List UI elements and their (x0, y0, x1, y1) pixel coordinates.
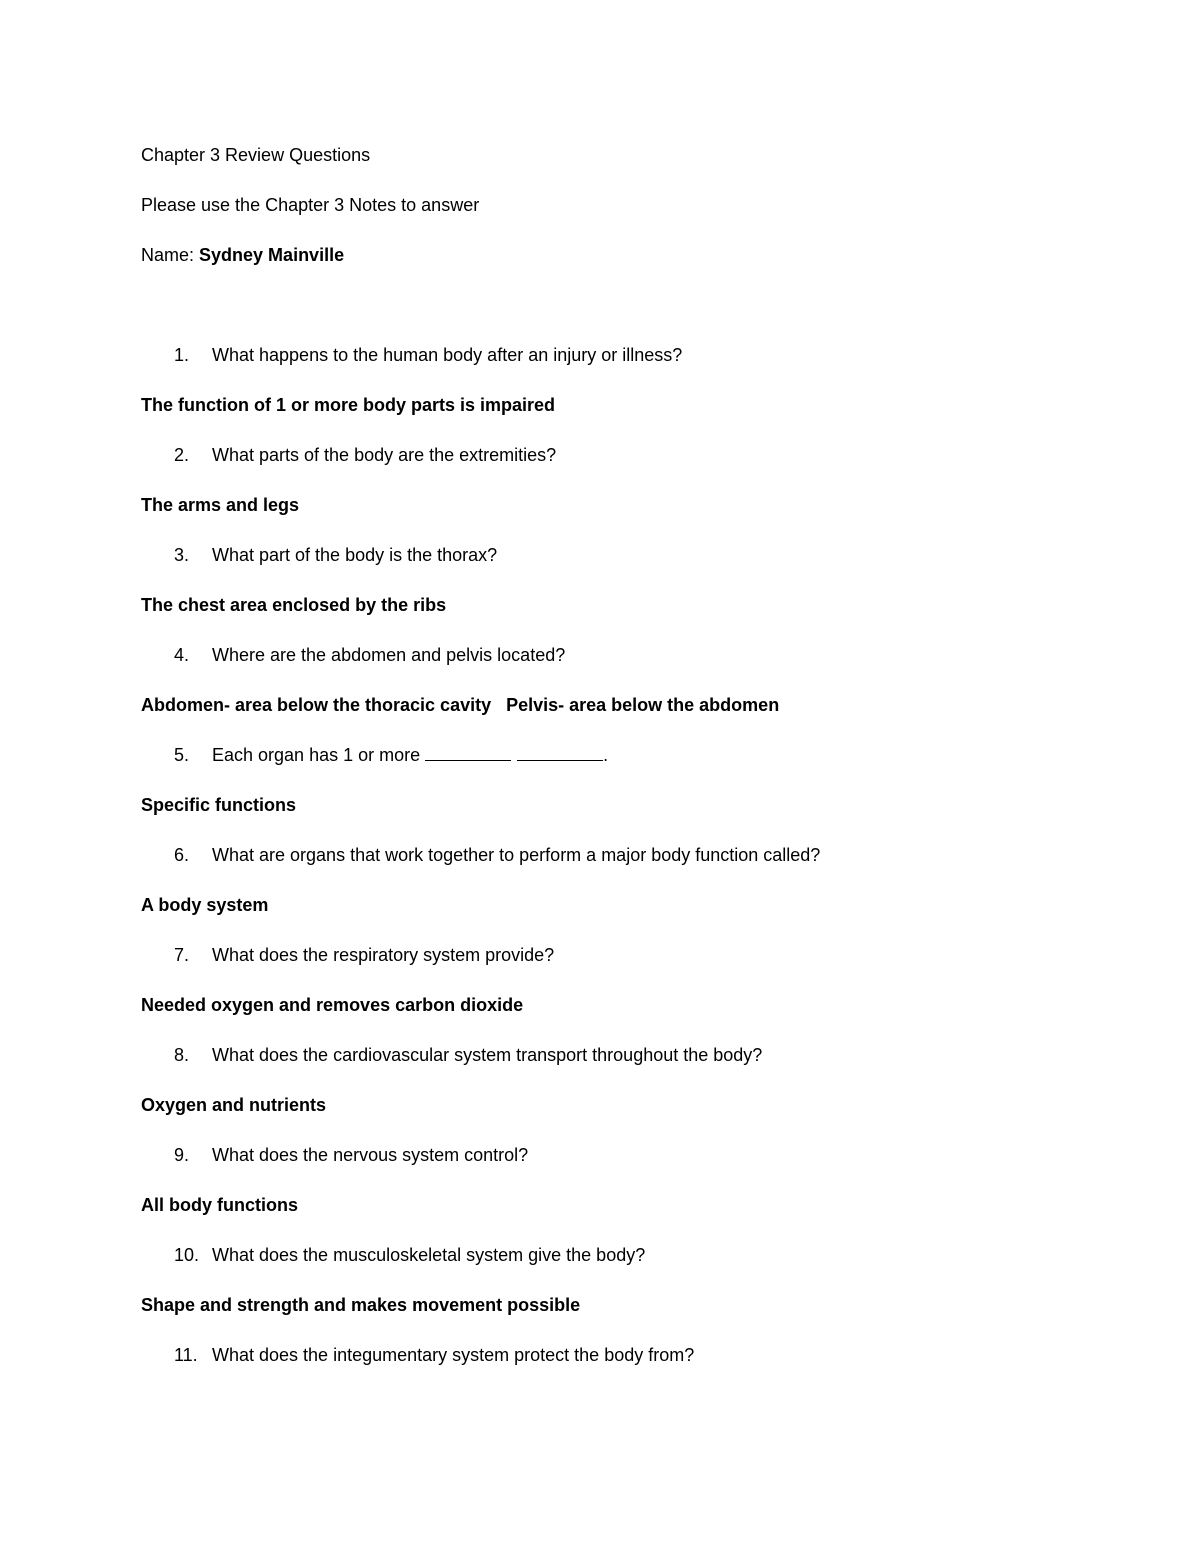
answer-2: The arms and legs (141, 495, 300, 515)
answer-3: The chest area enclosed by the ribs (141, 595, 447, 615)
question-number: 8. (174, 1045, 190, 1065)
question-text: What part of the body is the thorax? (212, 545, 498, 565)
question-number: 11. (174, 1345, 198, 1365)
question-text: What does the nervous system control? (212, 1145, 529, 1165)
question-number: 3. (174, 545, 190, 565)
question-number: 10. (174, 1245, 200, 1265)
fill-in-blank (517, 742, 603, 761)
question-3 (141, 541, 1061, 569)
question-text: What happens to the human body after an injury or illness? (212, 345, 683, 365)
student-name: Sydney Mainville (199, 245, 345, 265)
question-text: What does the musculoskeletal system give the body? (212, 1245, 646, 1265)
question-number: 6. (174, 845, 190, 865)
question-10 (141, 1241, 1061, 1269)
question-text: What does the respiratory system provide? (212, 945, 555, 965)
question-text: Where are the abdomen and pelvis located? (212, 645, 566, 665)
document-title: Chapter 3 Review Questions (141, 145, 371, 165)
fill-in-blank (425, 742, 511, 761)
spacer (141, 291, 1061, 341)
question-6 (141, 841, 1061, 869)
instruction-text: Please use the Chapter 3 Notes to answer (141, 195, 480, 215)
question-8 (141, 1041, 1061, 1069)
name-label: Name: (141, 245, 200, 265)
question-text: What does the integumentary system protect the body from? (212, 1345, 695, 1365)
question-text: Each organ has 1 or more (212, 745, 421, 765)
document-content (141, 141, 1061, 1391)
question-11 (141, 1341, 1061, 1369)
answer-6: A body system (141, 895, 269, 915)
question-text: What parts of the body are the extremities? (212, 445, 557, 465)
name-line (141, 241, 1061, 269)
answer-1: The function of 1 or more body parts is impaired (141, 395, 556, 415)
question-number: 2. (174, 445, 190, 465)
question-text: What does the cardiovascular system transport throughout the body? (212, 1045, 763, 1065)
question-number: 9. (174, 1145, 190, 1165)
answer-8: Oxygen and nutrients (141, 1095, 327, 1115)
question-5 (141, 741, 1061, 769)
question-text: What are organs that work together to perform a major body function called? (212, 845, 821, 865)
question-number: 4. (174, 645, 190, 665)
question-9 (141, 1141, 1061, 1169)
question-number: 7. (174, 945, 190, 965)
question-1 (141, 341, 1061, 369)
answer-5: Specific functions (141, 795, 297, 815)
question-number: 1. (174, 345, 190, 365)
answer-10: Shape and strength and makes movement possible (141, 1295, 581, 1315)
question-7 (141, 941, 1061, 969)
answer-7: Needed oxygen and removes carbon dioxide (141, 995, 524, 1015)
question-number: 5. (174, 745, 190, 765)
answer-9: All body functions (141, 1195, 298, 1215)
question-4 (141, 641, 1061, 669)
question-2 (141, 441, 1061, 469)
answer-4: Abdomen- area below the thoracic cavity Pelvis- area below the abdomen (141, 695, 780, 715)
question-text-end: . (603, 745, 609, 765)
